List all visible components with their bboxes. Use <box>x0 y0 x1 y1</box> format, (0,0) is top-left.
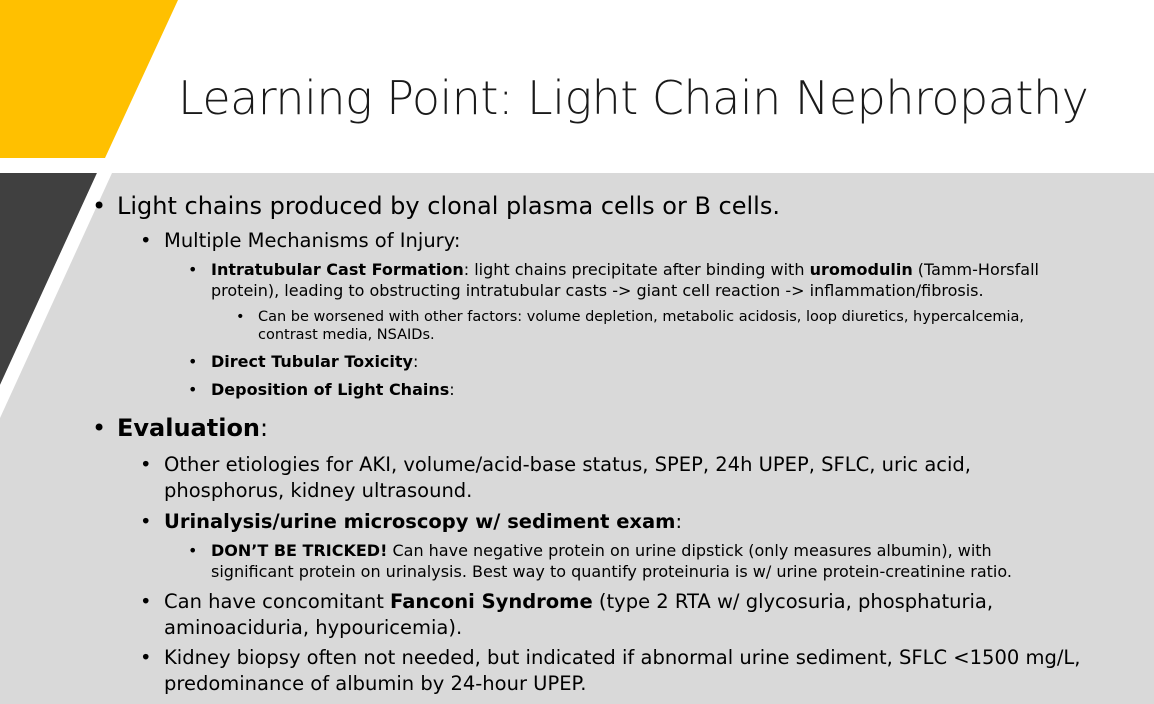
term-urinalysis: Urinalysis/urine microscopy w/ sediment exam <box>164 510 676 533</box>
colon: : <box>675 510 683 533</box>
bullet-dot: • <box>92 414 107 442</box>
bullet-light-chains: Light chains produced by clonal plasma cells or B cells. <box>117 192 780 220</box>
bullet-dot: • <box>236 309 245 325</box>
bullet-dot: • <box>188 260 198 279</box>
term-tubular-toxicity: Direct Tubular Toxicity <box>211 352 413 371</box>
colon: : <box>260 414 269 442</box>
bullet-worsened: Can be worsened with other factors: volume depletion, metabolic acidosis, loop diuretics, hypercalcemia, <box>258 309 1025 325</box>
term-fanconi: Fanconi Syndrome <box>390 590 593 613</box>
bullet-etiologies: Other etiologies for AKI, volume/acid-base status, SPEP, 24h UPEP, SFLC, uric acid, <box>164 453 971 476</box>
term-dont-be-tricked: DON’T BE TRICKED! <box>211 541 388 560</box>
fanconi-text: Can have concomitant <box>164 590 391 613</box>
bullet-dot: • <box>188 380 198 399</box>
bullet-worsened-line2: contrast media, NSAIDs. <box>258 327 435 343</box>
colon: : <box>449 380 455 399</box>
bullet-dont-be-tricked-line2: significant protein on urinalysis. Best way to quantify proteinuria is w/ urine protein-creatinine ratio. <box>211 562 1012 581</box>
term-cast-formation: Intratubular Cast Formation <box>211 260 464 279</box>
bullet-kidney-biopsy-line2: predominance of albumin by 24-hour UPEP. <box>164 672 587 695</box>
dont-be-tricked-text: Can have negative protein on urine dipstick (only measures albumin), with <box>387 541 992 560</box>
bullet-tubular-toxicity <box>211 352 418 372</box>
bullet-cast-formation-line2: protein), leading to obstructing intratubular casts -> giant cell reaction -> inflammation/fibrosis. <box>211 281 984 300</box>
bullet-dot: • <box>188 352 198 371</box>
bullet-urinalysis <box>164 509 682 535</box>
term-deposition: Deposition of Light Chains <box>211 380 450 399</box>
slide-title: Learning Point: Light Chain Nephropathy <box>178 71 1089 125</box>
bullet-etiologies-line2: phosphorus, kidney ultrasound. <box>164 479 473 502</box>
bullet-fanconi-line2: aminoaciduria, hypouricemia). <box>164 616 463 639</box>
bullet-cast-formation <box>211 260 1039 280</box>
term-evaluation: Evaluation <box>117 414 261 442</box>
bullet-dot: • <box>140 590 152 613</box>
bullet-dot: • <box>140 646 152 669</box>
term-uromodulin: uromodulin <box>809 260 913 279</box>
bullet-dot: • <box>140 510 152 533</box>
bullet-mechanisms: Multiple Mechanisms of Injury: <box>164 229 461 252</box>
cast-formation-text-2: (Tamm-Horsfall <box>912 260 1039 279</box>
bullet-deposition <box>211 380 455 400</box>
colon: : <box>412 352 419 371</box>
bullet-dot: • <box>140 453 152 476</box>
bullet-dot: • <box>188 541 198 560</box>
fanconi-text-2: (type 2 RTA w/ glycosuria, phosphaturia, <box>592 590 994 613</box>
bullet-dot: • <box>92 192 107 220</box>
bullet-fanconi <box>164 589 993 615</box>
bullet-evaluation <box>117 414 268 442</box>
bullet-dot: • <box>140 229 152 252</box>
bullet-kidney-biopsy: Kidney biopsy often not needed, but indicated if abnormal urine sediment, SFLC <1500 mg/L, <box>164 646 1081 669</box>
bullet-dont-be-tricked <box>211 541 992 561</box>
cast-formation-text: : light chains precipitate after binding with <box>463 260 810 279</box>
